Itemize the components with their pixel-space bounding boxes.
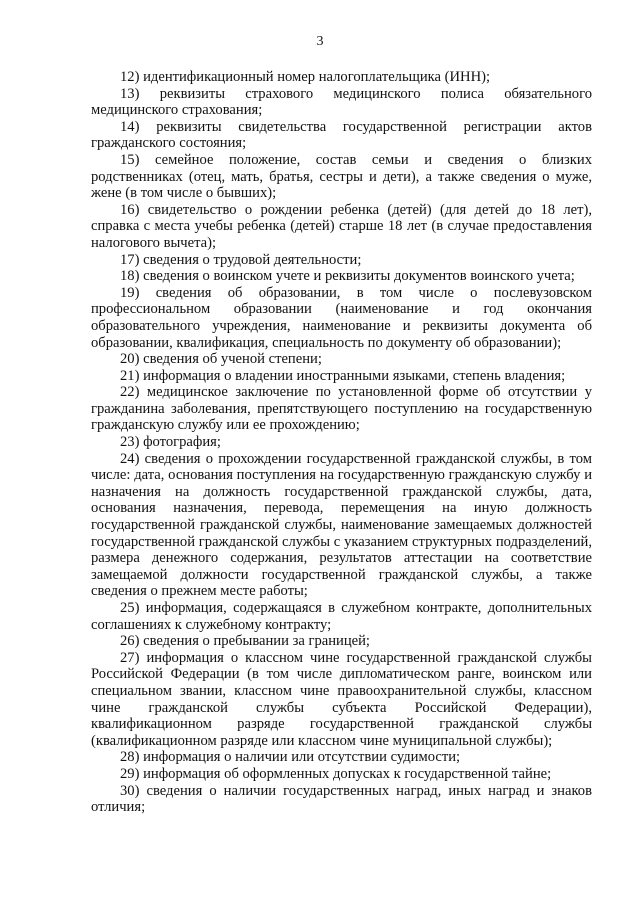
list-item: 25) информация, содержащаяся в служебном контракте, дополнительных соглашениях к служебному контракту; — [91, 600, 592, 633]
list-item: 14) реквизиты свидетельства государственной регистрации актов гражданского состояния; — [91, 118, 592, 152]
list-item: 13) реквизиты страхового медицинского полиса обязательного медицинского страхования; — [91, 85, 592, 119]
list-item: 28) информация о наличии или отсутствии судимости; — [120, 749, 461, 766]
list-item: 30) сведения о наличии государственных наград, иных наград и знаков отличия; — [91, 782, 592, 816]
list-item: 23) фотография; — [120, 434, 221, 451]
list-item: 29) информация об оформленных допусках к государственной тайне; — [120, 765, 552, 782]
list-item: 24) сведения о прохождении государственной гражданской службы, в том числе: дата, основания поступления на государственную гражданскую службу и назначения на должность государственной гражданской службы, дата, основания назначения, перевода, перемещения на иную должность государственной гражданской службы, наименование замещаемых должностей государственной гражданской службы с указанием структурных подразделений, размера денежного содержания, результатов аттестации на соответствие замещаемой должности государственной гражданской службы, а также сведения о прежнем месте работы; — [91, 450, 592, 600]
list-item: 16) свидетельство о рождении ребенка (детей) (для детей до 18 лет), справка с места учебы ребенка (детей) старше 18 лет (в случае предоставления налогового вычета); — [91, 201, 592, 251]
list-item: 21) информация о владении иностранными языками, степень владения; — [120, 367, 566, 384]
list-item: 27) информация о классном чине государственной гражданской службы Российской Федерации (в том числе дипломатическом ранге, воинском или специальном звании, классном чине правоохранительной службы, классном чине гражданской службы субъекта Российской Федерации), квалификационном разряде государственной гражданской службы (квалификационном разряде или классном чине муниципальной службы); — [91, 649, 592, 749]
list-item: 12) идентификационный номер налогоплательщика (ИНН); — [120, 69, 491, 85]
document-body — [91, 69, 592, 816]
list-item: 22) медицинское заключение по установленной форме об отсутствии у гражданина заболевания, препятствующего поступлению на государственную гражданскую службу или ее прохождению; — [91, 384, 592, 434]
list-item: 17) сведения о трудовой деятельности; — [120, 251, 362, 268]
list-item: 19) сведения об образовании, в том числе о послевузовском профессиональном образовании (наименование и год окончания образовательного учреждения, наименование и реквизиты документа об образовании, квалификация, специальность по документу об образовании); — [91, 284, 592, 351]
list-item: 26) сведения о пребывании за границей; — [120, 633, 370, 650]
page-number: 3 — [316, 34, 324, 49]
list-item: 18) сведения о воинском учете и реквизиты документов воинского учета; — [120, 268, 575, 285]
list-item: 15) семейное положение, состав семьи и сведения о близких родственниках (отец, мать, братья, сестры и дети), а также сведения о муже, жене (в том числе о бывших); — [91, 151, 592, 202]
list-item: 20) сведения об ученой степени; — [120, 351, 322, 368]
